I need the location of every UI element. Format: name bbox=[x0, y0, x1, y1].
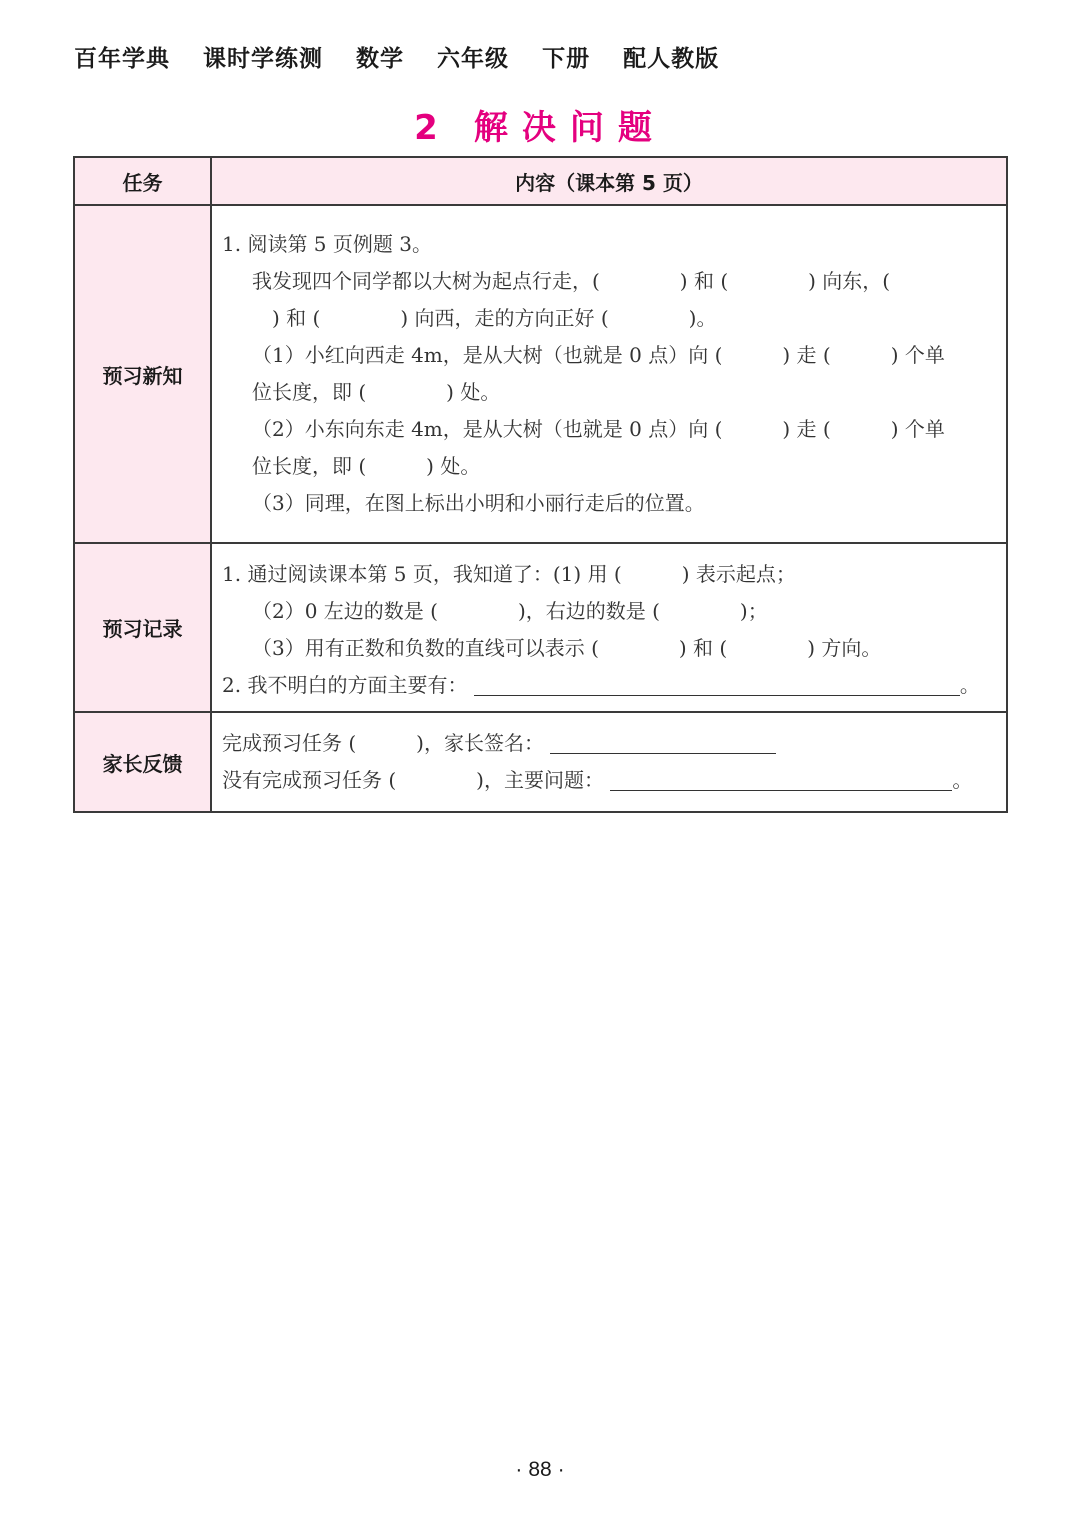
section-title-text: 解决问题 bbox=[473, 108, 666, 148]
header-item: 数学 bbox=[356, 46, 405, 72]
table-row bbox=[74, 543, 1007, 712]
text-line: （2）小东向东走 4m，是从大树（也就是 0 点）向 ( ) 走 ( ) 个单 bbox=[252, 417, 945, 441]
page-number bbox=[0, 1458, 1080, 1482]
book-header bbox=[74, 40, 743, 73]
table-header-row bbox=[74, 157, 1007, 205]
header-task: 任务 bbox=[74, 157, 211, 205]
text-line: 1. 阅读第 5 页例题 3。 bbox=[222, 232, 432, 256]
line-end: 。 bbox=[959, 673, 980, 697]
header-item: 百年学典 bbox=[74, 46, 170, 72]
problem-line[interactable] bbox=[610, 766, 952, 791]
text-line: （1）小红向西走 4m，是从大树（也就是 0 点）向 ( ) 走 ( ) 个单 bbox=[252, 343, 945, 367]
section-title bbox=[0, 100, 1080, 149]
header-item: 六年级 bbox=[437, 46, 510, 72]
header-item: 课时学练测 bbox=[203, 46, 324, 72]
text-line: （3）用有正数和负数的直线可以表示 ( ) 和 ( ) 方向。 bbox=[252, 636, 882, 660]
row-content-record bbox=[211, 543, 1007, 712]
header-item: 下册 bbox=[542, 46, 591, 72]
header-item: 配人教版 bbox=[623, 46, 720, 72]
incomplete-label: 没有完成预习任务 ( )，主要问题： bbox=[222, 768, 604, 792]
line-end: 。 bbox=[952, 768, 973, 792]
text-line: （2）0 左边的数是 ( )，右边的数是 ( )； bbox=[252, 599, 768, 623]
text-line bbox=[222, 762, 996, 799]
complete-label: 完成预习任务 ( )，家长签名： bbox=[222, 731, 544, 755]
answer-line[interactable] bbox=[474, 671, 960, 696]
text-line: 位长度，即 ( ) 处。 bbox=[252, 380, 501, 404]
text-line: 位长度，即 ( ) 处。 bbox=[252, 454, 481, 478]
text-line: ) 和 ( ) 向西，走的方向正好 ( )。 bbox=[252, 306, 717, 330]
text-line: 1. 通过阅读课本第 5 页，我知道了：(1) 用 ( ) 表示起点； bbox=[222, 562, 796, 586]
text-line bbox=[222, 667, 996, 704]
page-number-value: 88 bbox=[528, 1458, 552, 1481]
text-line: （3）同理，在图上标出小明和小丽行走后的位置。 bbox=[252, 491, 705, 515]
page-dot-right: · bbox=[557, 1458, 565, 1481]
table-row bbox=[74, 205, 1007, 543]
row-label-record: 预习记录 bbox=[74, 543, 211, 712]
row-label-feedback: 家长反馈 bbox=[74, 712, 211, 812]
row-content-feedback bbox=[211, 712, 1007, 812]
question-label: 2. 我不明白的方面主要有： bbox=[222, 673, 468, 697]
row-content-preview bbox=[211, 205, 1007, 543]
section-number: 2 bbox=[414, 108, 452, 148]
table-row bbox=[74, 712, 1007, 812]
header-content: 内容（课本第 5 页） bbox=[211, 157, 1007, 205]
text-line: 我发现四个同学都以大树为起点行走，( ) 和 ( ) 向东，( bbox=[252, 269, 891, 293]
row-label-preview: 预习新知 bbox=[74, 205, 211, 543]
page-dot-left: · bbox=[515, 1458, 523, 1481]
signature-line[interactable] bbox=[550, 729, 776, 754]
task-table bbox=[73, 156, 1008, 813]
text-line bbox=[222, 725, 996, 762]
